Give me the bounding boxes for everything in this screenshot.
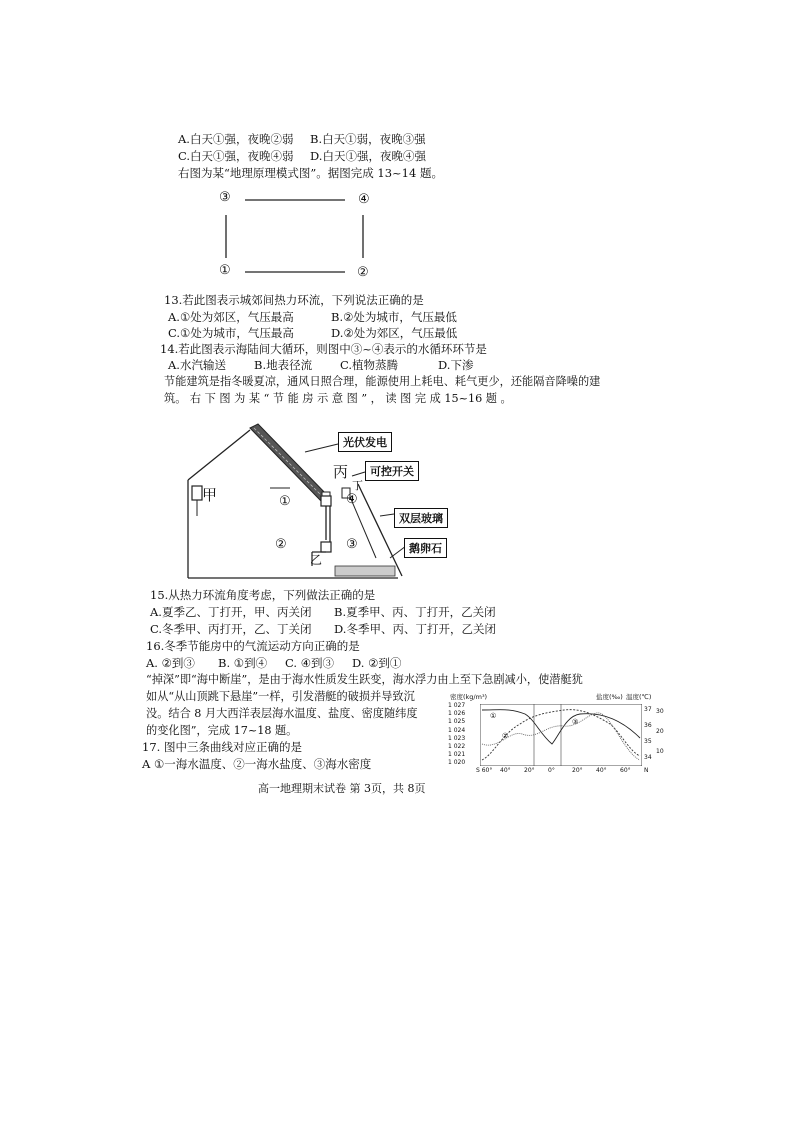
temperature-tick: 10 [656,748,664,755]
q14-option-b: B.地表径流 [254,358,313,372]
q12-option-c: C.白天①强，夜晚④弱 [178,149,294,163]
q15-option-d: D.冬季甲、丙、丁打开，乙关闭 [334,622,496,636]
salinity-tick: 34 [644,754,652,761]
q16-stem: 16.冬季节能房中的气流运动方向正确的是 [146,639,360,653]
temperature-axis-title: 温度(℃) [626,693,652,701]
latitude-tick: 40° [596,767,607,774]
page-footer: 高一地理期末试卷 第 3页，共 8页 [258,782,426,795]
q13-option-b: B.②处为城市，气压最低 [331,310,457,324]
q13-stem: 13.若此图表示城郊间热力环流，下列说法正确的是 [164,293,424,307]
label-ding: 丁 [352,479,363,492]
solar-power-label: 光伏发电 [338,432,392,452]
latitude-tick: 40° [500,767,511,774]
label-jia: 甲 [202,486,218,504]
latitude-tick: 0° [548,767,555,774]
energy-house-diagram [180,418,490,588]
node-1: ① [219,263,231,278]
controllable-switch-label: 可控开关 [365,461,419,481]
q12-option-a: A.白天①强，夜晚②弱 [178,132,294,146]
label-4: ④ [346,492,358,507]
node-4: ④ [358,192,370,207]
q15-option-a: A.夏季乙、丁打开，甲、丙关闭 [150,605,312,619]
q16-option-b: B. ①到④ [218,656,268,670]
salinity-tick: 37 [644,706,652,713]
q17-stem: 17. 图中三条曲线对应正确的是 [142,740,302,754]
q12-option-b: B.白天①弱，夜晚③强 [310,132,426,146]
node-3: ③ [219,190,231,205]
density-axis-title: 密度(kg/m³) [450,693,488,701]
q14-option-d: D.下渗 [438,358,474,372]
intro-17-18-line2: 如从“从山顶跳下悬崖”一样，引发潜艇的破损并导致沉 [146,690,415,703]
label-bing: 丙 [333,463,349,481]
label-1: ① [279,494,291,509]
salinity-tick: 36 [644,722,652,729]
curve-label-3: ③ [572,718,579,726]
density-tick: 1 027 [448,702,466,709]
density-tick: 1 021 [448,751,466,759]
density-tick: 1 025 [448,718,466,726]
curve-label-2: ② [502,732,509,740]
density-tick: 1 022 [448,743,466,751]
chart-plot-area [480,704,642,766]
temperature-tick: 30 [656,708,664,715]
latitude-tick: N [644,767,649,774]
node-2: ② [357,265,369,280]
latitude-tick: 20° [572,767,583,774]
density-tick: 1 023 [448,734,466,742]
latitude-tick: 60° [620,767,631,774]
intro-15-16-line2: 筑。 右 下 图 为 某 “ 节 能 房 示 意 图 ” ， 读 图 完 成 15~16 题 。 [164,392,512,405]
q16-option-d: D. ②到① [352,656,402,670]
q16-option-c: C. ④到③ [285,656,335,670]
latitude-tick: 20° [524,767,535,774]
q14-stem: 14.若此图表示海陆间大循环，则图中③~④表示的水循环环节是 [160,342,487,356]
intro-17-18-line4: 的变化图”，完成 17~18 题。 [146,724,298,737]
q15-stem: 15.从热力环流角度考虑，下列做法正确的是 [150,588,376,602]
intro-17-18-line1: “掉深”即“海中断崖”，是由于海水性质发生跃变，海水浮力由上至下急剧减小，使潜艇犹 [146,673,583,686]
q13-option-d: D.②处为郊区，气压最低 [331,326,458,340]
salinity-tick: 35 [644,738,652,745]
q15-option-c: C.冬季甲、丙打开，乙、丁关闭 [150,622,312,636]
q14-option-a: A.水汽输送 [168,358,226,372]
q14-option-c: C.植物蒸腾 [340,358,399,372]
label-yi: 乙 [310,553,323,567]
latitude-tick: S 60° [476,767,493,774]
label-2: ② [275,537,287,552]
density-tick: 1 024 [448,726,466,734]
intro-15-16-line1: 节能建筑是指冬暖夏凉，通风日照合理，能源使用上耗电、耗气更少，还能隔音降噪的建 [164,375,601,388]
curve-label-1: ① [490,712,497,720]
intro-13-14: 右图为某“地理原理模式图”。据图完成 13~14 题。 [178,166,443,180]
q17-option-a: A ①一海水温度、②一海水盐度、③海水密度 [142,757,372,771]
q13-option-a: A.①处为郊区，气压最高 [168,310,294,324]
q12-option-d: D.白天①强，夜晚④强 [310,149,426,163]
label-3: ③ [346,537,358,552]
pebble-label: 鹅卵石 [404,538,447,558]
salinity-axis-title: 盐度(‰) [596,693,623,701]
q13-option-c: C.①处为城市，气压最高 [168,326,294,340]
ocean-properties-chart [448,690,668,780]
intro-17-18-line3: 没。结合 8 月大西洋表层海水温度、盐度、密度随纬度 [146,707,418,720]
temperature-tick: 20 [656,728,664,735]
density-tick: 1 026 [448,710,466,718]
q15-option-b: B.夏季甲、丙、丁打开，乙关闭 [334,605,496,619]
q16-option-a: A. ②到③ [146,656,195,670]
double-glass-label: 双层玻璃 [394,508,448,528]
density-tick: 1 020 [448,759,466,767]
